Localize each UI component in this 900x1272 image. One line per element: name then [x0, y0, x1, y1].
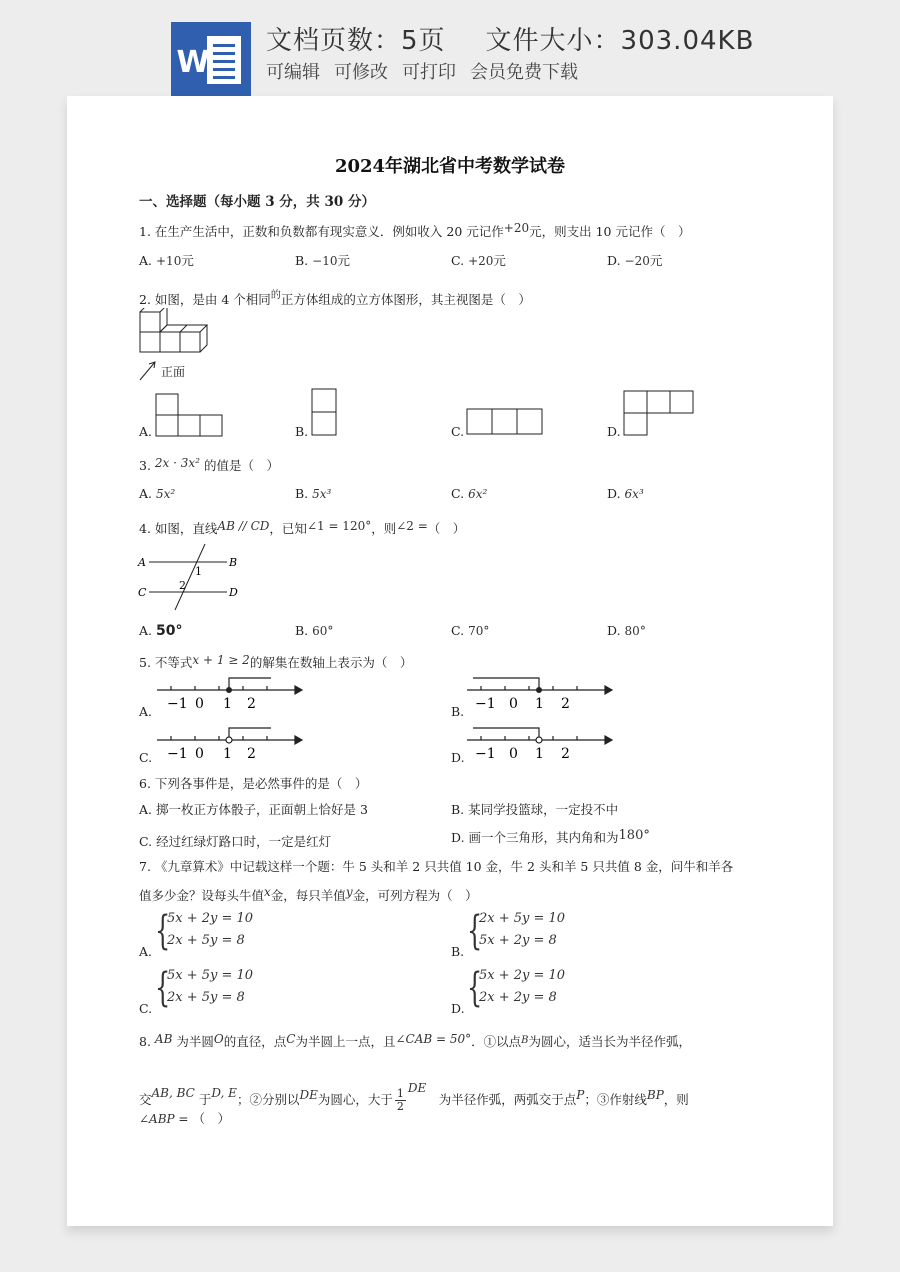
question-8-line-1: 8. AB 为半圆O的直径，点C为半圆上一点，且∠CAB = 50°．①以点$^B$为圆心，适当长为半径作弧，: [139, 1032, 692, 1049]
question-8-line-2: 交AB, BC 于D, E；②分别以DE为圆心，大于 $\frac{1}{2}$ DE 为半径作弧，两弧交于点P；③作射线BP，则: [139, 1081, 689, 1113]
option-a-figure: [155, 393, 225, 439]
svg-text:C: C: [138, 586, 147, 599]
question-1-option-a: A. +10元: [139, 253, 194, 268]
svg-text:1: 1: [535, 696, 544, 712]
question-4-stem: 4. 如图，直线AB // CD，已知∠1 = 120°，则∠2 =（ ）: [139, 519, 466, 536]
question-2-option-d: D.: [607, 424, 621, 439]
cube-figure: [137, 308, 277, 384]
header-banner: [0, 0, 900, 100]
question-3-option-b: B. 5x³: [295, 486, 332, 501]
question-4-option-b: B. 60°: [295, 623, 334, 638]
number-line-c: [155, 724, 305, 766]
option-d-figure: [623, 390, 697, 438]
question-5-option-b: B.: [451, 704, 465, 719]
question-5-option-c: C.: [139, 750, 153, 765]
svg-text:2: 2: [247, 746, 256, 762]
question-3-option-c: C. 6x²: [451, 486, 488, 501]
word-file-icon: [171, 22, 251, 96]
svg-text:−1: −1: [167, 746, 188, 762]
feature-modifiable: 可修改: [334, 62, 388, 83]
svg-text:−1: −1: [475, 696, 496, 712]
svg-text:0: 0: [195, 746, 204, 762]
document-page: 2024年湖北省中考数学试卷 一、选择题（每小题 3 分，共 30 分） 1. 在生产生活中，正数和负数都有现实意义．例如收入 20 元记作+20元，则支出 10 元记作（ ） A. +10元 B. −10元 C. +20元 D. −20元 2. 如图，是由 4 个相同$^的$正方体组成的立方体图形，其主视图是（ ） 正面 A. B. C. D. 3. 2x · 3x² 的值是（ ） A. 5x² B. 5x³ C. 6x² D. 6x³ 4. 如图，直线AB // CD，已知∠1 = 120°，则∠2 =（ ） A B C D 1 2 A. 50° B. 60° C. 70° D. 80° 5. 不等式x + 1 ≥ 2的解集在数轴上表示为（ ） A. −1 0 1 2 B. −1 0 1 2 C. −1 0 1 2 D. −1 0 1 2 6. 下列各事件是，是必然事件的是（ ） A. 掷一枚正方体骰子，正面朝上恰好是 3 B. 某同学投篮球，一定投不中 C. 经过红绿灯路口时，一定是红灯 D. 画一个三角形，其内角和为180° 7. 《九章算术》中记载这样一个题：牛 5 头和羊 2 只共值 10 金，牛 2 头和羊 5 只共值 8 金，问牛和羊各 值多少金？设每头牛值x金，每只羊值y金，可列方程为（ ） A. { 5x + 2y = 10 2x + 5y = 8 B. { 2x + 5y = 10 5x + 2y = 8 C. { 5x + 5y = 10 2x + 5y = 8 D. { 5x + 2y = 10 2x + 2y = 8 8. AB 为半圆O的直径，点C为半圆上一点，且∠CAB = 50°．①以点$^B$为圆心，适当长为半径作弧， 交AB, BC 于D, E；②分别以DE为圆心，大于 $\frac{1}{2}$ DE 为半径作弧，两弧交于点P；③作射线BP，则 ∠ABP = （ ）: [67, 96, 833, 1226]
option-c-figure: [466, 408, 546, 436]
word-letter: W: [176, 45, 210, 80]
feature-free-download: 会员免费下载: [470, 62, 578, 83]
svg-text:0: 0: [195, 696, 204, 712]
page-count: 文档页数：5页: [266, 26, 446, 56]
svg-text:D: D: [229, 586, 238, 599]
file-info: [266, 20, 794, 57]
feature-printable: 可打印: [402, 62, 456, 83]
question-2-option-c: C.: [451, 424, 465, 439]
file-size: 文件大小：303.04KB: [485, 26, 755, 56]
question-7-option-a: A.: [139, 944, 153, 959]
svg-text:0: 0: [509, 696, 518, 712]
svg-text:0: 0: [509, 746, 518, 762]
question-1-option-d: D. −20元: [607, 253, 663, 268]
svg-text:−1: −1: [475, 746, 496, 762]
question-7-option-d: D.: [451, 1001, 465, 1016]
number-line-b: [465, 674, 615, 716]
svg-text:1: 1: [223, 746, 232, 762]
question-7-option-c: C.: [139, 1001, 153, 1016]
svg-text:2: 2: [561, 696, 570, 712]
question-4-option-c: C. 70°: [451, 623, 490, 638]
svg-text:1: 1: [535, 746, 544, 762]
question-6-option-d: D. 画一个三角形，其内角和为180°: [451, 828, 650, 845]
svg-text:1: 1: [195, 565, 202, 578]
svg-text:1: 1: [223, 696, 232, 712]
document-title: 2024年湖北省中考数学试卷: [334, 156, 566, 177]
question-1-option-c: C. +20元: [451, 253, 506, 268]
question-7-line-2: 值多少金？设每头牛值x金，每只羊值y金，可列方程为（ ）: [139, 885, 478, 903]
question-5-stem: 5. 不等式x + 1 ≥ 2的解集在数轴上表示为（ ）: [139, 653, 413, 670]
question-4-option-d: D. 80°: [607, 623, 646, 638]
question-4-option-a: A. 50°: [139, 623, 183, 639]
number-line-d: [465, 724, 615, 766]
question-3-option-a: A. 5x²: [139, 486, 176, 501]
question-6-option-a: A. 掷一枚正方体骰子，正面朝上恰好是 3: [139, 802, 368, 817]
section-heading: 一、选择题（每小题 3 分，共 30 分）: [139, 194, 375, 210]
svg-text:B: B: [229, 556, 238, 569]
question-7-line-1: 7. 《九章算术》中记载这样一个题：牛 5 头和羊 2 只共值 10 金，牛 2 头和羊 5 只共值 8 金，问牛和羊各: [139, 859, 734, 874]
question-6-stem: 6. 下列各事件是，是必然事件的是（ ）: [139, 776, 368, 791]
question-3-option-d: D. 6x³: [607, 486, 644, 501]
question-7-option-b: B.: [451, 944, 465, 959]
parallel-lines-figure: [137, 542, 247, 612]
question-2-option-a: A.: [139, 424, 153, 439]
fraction-one-half: $\frac{1}{2}$: [396, 1087, 404, 1113]
question-8-line-3: ∠ABP = （ ）: [139, 1111, 230, 1126]
question-1-option-b: B. −10元: [295, 253, 350, 268]
question-6-option-c: C. 经过红绿灯路口时，一定是红灯: [139, 834, 332, 849]
svg-text:2: 2: [561, 746, 570, 762]
option-b-figure: [311, 388, 339, 436]
number-line-a: [155, 674, 305, 716]
question-5-option-d: D.: [451, 750, 465, 765]
feature-editable: 可编辑: [266, 62, 320, 83]
question-2-option-b: B.: [295, 424, 309, 439]
svg-text:−1: −1: [167, 696, 188, 712]
question-6-option-b: B. 某同学投篮球，一定投不中: [451, 802, 619, 817]
front-label: 正面: [161, 365, 186, 379]
svg-text:2: 2: [247, 696, 256, 712]
svg-text:A: A: [138, 556, 146, 569]
question-1-stem: 1. 在生产生活中，正数和负数都有现实意义．例如收入 20 元记作+20元，则支出 10 元记作（ ）: [139, 221, 691, 239]
question-2-stem: 2. 如图，是由 4 个相同$^的$正方体组成的立方体图形，其主视图是（ ）: [139, 290, 531, 307]
svg-text:2: 2: [179, 579, 186, 592]
feature-list: [266, 58, 592, 84]
question-3-stem: 3. 2x · 3x² 的值是（ ）: [139, 456, 279, 473]
question-5-option-a: A.: [139, 704, 153, 719]
